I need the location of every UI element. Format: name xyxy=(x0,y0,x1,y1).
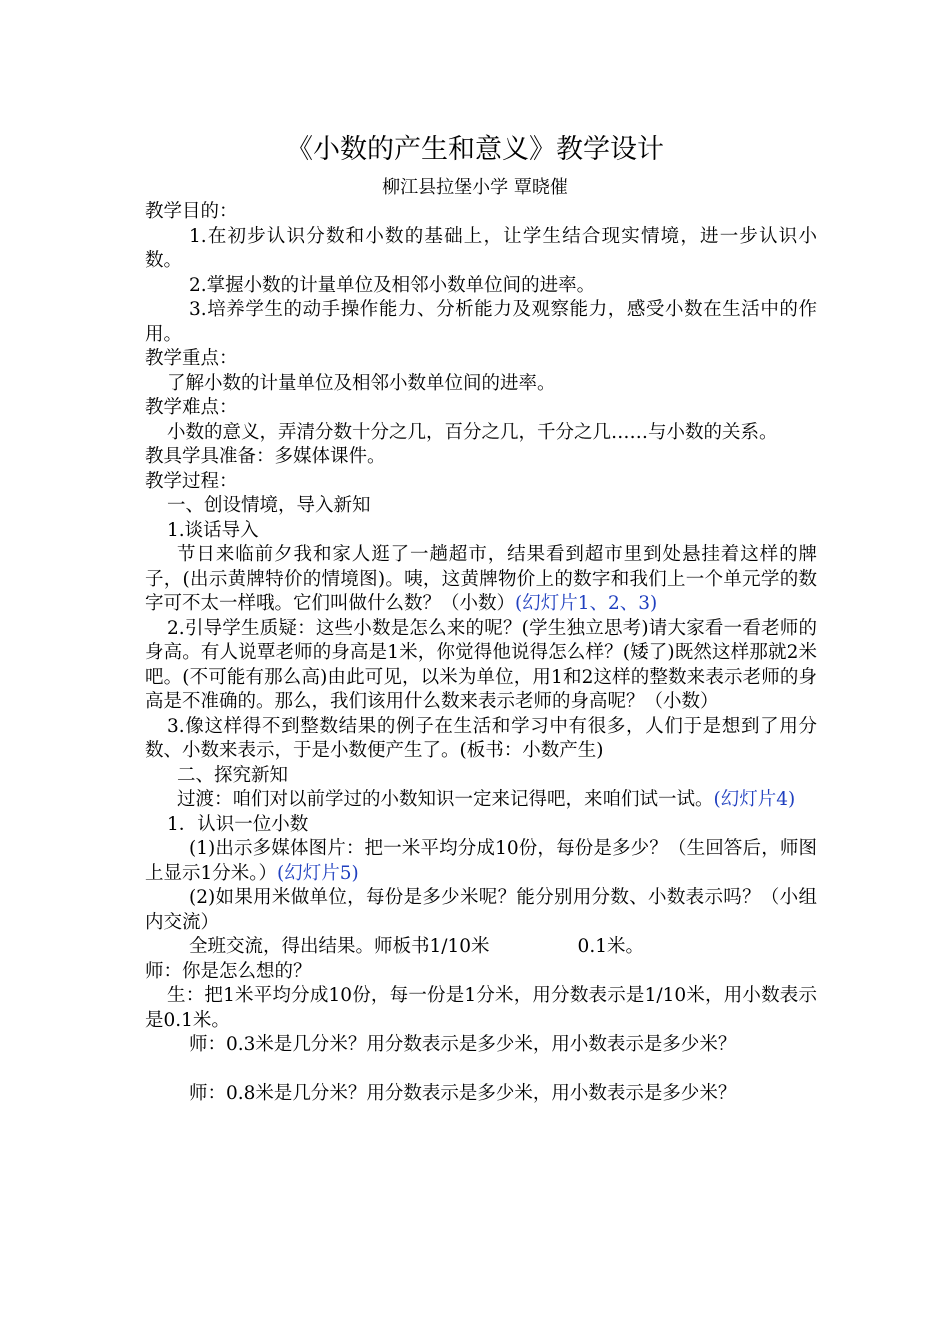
slide-reference: (幻灯片5) xyxy=(277,862,359,884)
process-heading: 教学过程： xyxy=(145,470,238,492)
section-2-item-1: 1．认识一位小数 xyxy=(167,813,309,835)
difficulty-heading: 教学难点： xyxy=(145,397,238,418)
section-1-item-1: 1.谈话导入 xyxy=(167,519,259,541)
document-author: 柳江县拉堡小学 覃晓催 xyxy=(382,177,568,198)
document-title: 《小数的产生和意义》教学设计 xyxy=(286,134,664,165)
class-result-decimal: 0.1米。 xyxy=(577,936,644,957)
goal-3: 3.培养学生的动手操作能力、分析能力及观察能力，感受小数在生活中的作用。 xyxy=(145,299,817,345)
goal-2: 2.掌握小数的计量单位及相邻小数单位间的进率。 xyxy=(189,274,596,296)
teacher-question-3: 师：0.8米是几分米？用分数表示是多少米，用小数表示是多少米？ xyxy=(189,1083,737,1104)
student-answer-1: 生：把1米平均分成10份，每一份是1分米，用分数表示是1/10米，用小数表示是0.1米。 xyxy=(145,985,817,1031)
slide-reference: (幻灯片4) xyxy=(713,789,796,810)
document-body xyxy=(145,200,817,1107)
section-2-heading: 二、探究新知 xyxy=(177,764,289,786)
section-1-heading: 一、创设情境，导入新知 xyxy=(167,495,371,516)
difficulty-text: 小数的意义，弄清分数十分之几，百分之几，千分之几……与小数的关系。 xyxy=(167,421,778,443)
paragraph-text: 节日来临前夕我和家人逛了一趟超市，结果看到超市里到处悬挂着这样的牌子，(出示黄牌特价的情境图)。咦，这黄牌物价上的数字和我们上一个单元学的数字可不太一样哦。它们叫做什么数？（小数） xyxy=(145,544,817,614)
section-1-paragraph-1 xyxy=(145,543,817,617)
section-1-item-2: 2.引导学生质疑：这些小数是怎么来的呢？(学生独立思考)请大家看一看老师的身高。有人说覃老师的身高是1米，你觉得他说得怎么样？(矮了)既然这样那就2米吧。(不可能有那么高)由此可见，以米为单位，用1和2这样的整数来表示老师的身高是不准确的。那么，我们该用什么数来表示老师的身高呢？（小数） xyxy=(145,617,817,712)
goals-heading: 教学目的： xyxy=(145,201,238,222)
section-1-item-3: 3.像这样得不到整数结果的例子在生活和学习中有很多，人们于是想到了用分数、小数来表示，于是小数便产生了。(板书：小数产生) xyxy=(145,715,817,761)
slide-reference: (幻灯片1、2、3) xyxy=(515,593,658,614)
paragraph-text: (1)出示多媒体图片：把一米平均分成10份，每份是多少？（生回答后，师图上显示1分米。） xyxy=(145,838,817,884)
teacher-question-2: 师：0.3米是几分米？用分数表示是多少米，用小数表示是多少米？ xyxy=(189,1034,737,1055)
goal-1: 1.在初步认识分数和小数的基础上，让学生结合现实情境，进一步认识小数。 xyxy=(145,225,817,271)
class-result xyxy=(145,935,817,960)
key-heading: 教学重点： xyxy=(145,348,238,369)
transition-paragraph xyxy=(145,788,817,813)
class-result-fraction: 全班交流，得出结果。师板书1/10米 xyxy=(189,936,490,957)
blank-line xyxy=(145,1058,817,1083)
teacher-question-1: 师：你是怎么想的？ xyxy=(145,960,312,982)
section-2-sub-1 xyxy=(145,837,817,886)
section-2-sub-2: (2)如果用米做单位，每份是多少米呢？能分别用分数、小数表示吗？（小组内交流） xyxy=(145,887,817,933)
paragraph-text: 过渡：咱们对以前学过的小数知识一定来记得吧，来咱们试一试。 xyxy=(177,789,714,810)
prep-text: 教具学具准备：多媒体课件。 xyxy=(145,446,386,467)
key-text: 了解小数的计量单位及相邻小数单位间的进率。 xyxy=(167,372,556,394)
